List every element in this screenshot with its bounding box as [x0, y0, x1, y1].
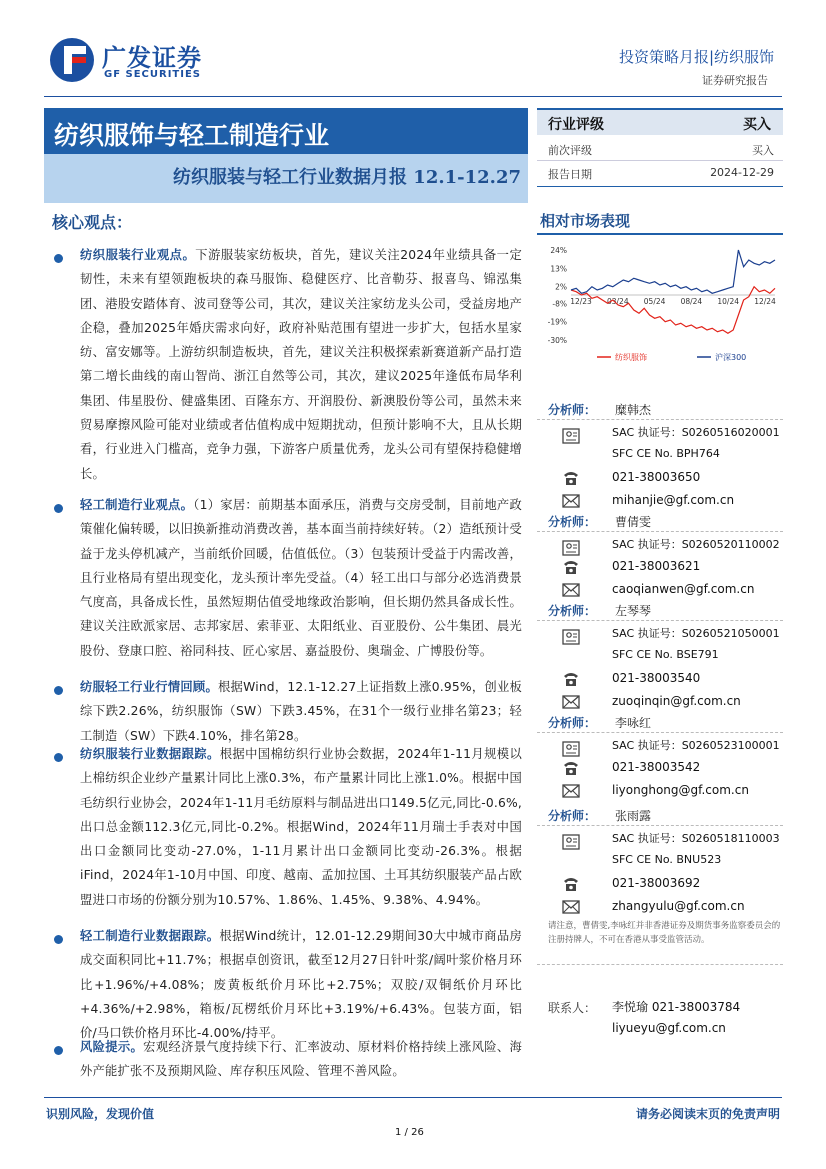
prev-rating-value: 买入 [752, 144, 774, 157]
analyst-sac: SAC 执证号：S0260520110002 [612, 538, 780, 551]
analyst-name: 张雨露 [615, 809, 652, 823]
market-title: 相对市场表现 [540, 212, 631, 230]
rating-bottom-line [537, 186, 783, 187]
bullet-icon [54, 504, 63, 513]
legend-label: 沪深300 [715, 353, 747, 362]
y-tick-label: -19% [547, 317, 567, 327]
light-industry-view-paragraph [80, 493, 522, 677]
analyst-sac: SAC 执证号：S0260516020001 [612, 426, 780, 439]
analyst-label: 分析师： [548, 604, 597, 618]
phone-icon [562, 876, 580, 892]
light-industry-view-title: 轻工制造行业观点。 [80, 498, 194, 512]
phone-icon [562, 671, 580, 687]
market-title-underline [537, 233, 783, 235]
credential-icon [562, 629, 580, 645]
textile-data-title: 纺织服装行业数据跟踪。 [80, 747, 220, 761]
analyst-sac: SAC 执证号：S0260521050001 [612, 627, 780, 640]
gf-logo-icon [50, 38, 94, 82]
email-icon [562, 493, 580, 509]
analyst-phone: 021-38003692 [612, 876, 701, 890]
textile-view-title: 纺织服装行业观点。 [80, 248, 196, 262]
legend-label: 纺织服饰 [615, 353, 647, 362]
analyst-phone: 021-38003621 [612, 559, 701, 573]
report-date-label: 报告日期 [548, 168, 592, 181]
y-tick-label: 2% [555, 282, 567, 292]
credential-icon [562, 540, 580, 556]
x-tick-label: 10/24 [717, 297, 740, 306]
email-icon [562, 783, 580, 799]
light-data-title: 轻工制造行业数据跟踪。 [80, 929, 220, 943]
logo-en-text: GF SECURITIES [104, 69, 202, 80]
analyst-sac: SAC 执证号：S0260523100001 [612, 739, 780, 752]
rating-divider [537, 160, 783, 161]
x-tick-label: 03/24 [606, 297, 629, 306]
analyst-email[interactable]: mihanjie@gf.com.cn [612, 493, 735, 507]
header-divider [44, 96, 782, 97]
credential-icon [562, 834, 580, 850]
analyst-label: 分析师： [548, 403, 597, 417]
risk-paragraph [80, 1035, 522, 1085]
contact-label: 联系人： [548, 1001, 597, 1015]
logo-cn-text: 广发证券 [102, 44, 202, 72]
textile-data-body: 根据中国棉纺织行业协会数据，2024年1-11月规模以上棉纺织企业纱产量累计同比上涨0.3%，布产量累计同比上涨1.0%。根据中国毛纺织行业协会，2024年1-11月毛纺原料与制品进出口149.5亿元,同比-0.6%,出口总金额112.3亿元,同比-0.2%。根据Wind，2024年11月瑞士手表对中国出口金额同比变动-27.0%，1-11月累计出口金额同比变动-26.3%。根据iFind，2024年1-10月中国、印度、越南、孟加拉国、土耳其纺织服装产品占欧盟进口市场的份额分别为10.57%、1.86%、1.45%、9.38%、4.94%。 [80, 747, 522, 907]
light-data-body: 根据Wind统计，12.01-12.29期间30大中城市商品房成交面积同比+11.7%；根据卓创资讯，截至12月27日针叶浆/阔叶浆价格月环比+1.96%/+4.08%；废黄板纸价月环比+2.75%；双胶/双铜纸价月环比+4.36%/+2.98%，箱板/瓦楞纸价月环比+3.19%/+6.43%。包装方面，铝价/马口铁价格月环比-4.00%/持平。 [80, 929, 522, 1041]
y-tick-label: 24% [550, 246, 567, 255]
x-tick-label: 12/24 [754, 297, 776, 306]
analyst-sfc: SFC CE No. BNU523 [612, 853, 722, 866]
analyst-phone: 021-38003542 [612, 760, 701, 774]
y-tick-label: -30% [547, 336, 567, 345]
credential-icon [562, 428, 580, 444]
series-line [571, 287, 775, 334]
email-icon [562, 694, 580, 710]
analyst-sac: SAC 执证号：S0260518110003 [612, 832, 780, 845]
x-tick-label: 05/24 [643, 297, 666, 306]
report-category: 证券研究报告 [702, 74, 768, 87]
analyst-phone: 021-38003650 [612, 470, 701, 484]
bullet-icon [54, 935, 63, 944]
analyst-sfc: SFC CE No. BSE791 [612, 648, 719, 661]
analyst-label: 分析师： [548, 515, 597, 529]
analyst-email[interactable]: zuoqinqin@gf.com.cn [612, 694, 741, 708]
x-tick-label: 08/24 [680, 297, 703, 306]
report-type: 投资策略月报|纺织服饰 [618, 48, 774, 66]
credential-icon [562, 741, 580, 757]
light-industry-view-body: （1）家居：前期基本面承压，消费与交房受制，目前地产政策催化偏转暖，以旧换新推动消费改善，基本面当前持续好转。（2）造纸预计受益于龙头停机减产，当前纸价回暖，估值低位。（3）包装预计受益于内需改善，且行业格局有望出现变化，龙头预计率先受益。（4）轻工出口与部分必选消费景气度高，具备成长性，虽然短期估值受地缘政治影响，但长期仍然具备成长性。建议关注欧派家居、志邦家居、索菲亚、太阳纸业、百亚股份、公牛集团、晨光股份、登康口腔、裕同科技、匠心家居、嘉益股份、奥瑞金、广博股份等。 [80, 498, 522, 658]
series-line [571, 250, 775, 293]
textile-data-paragraph [80, 742, 522, 924]
analyst-divider [537, 732, 783, 733]
market-review-body: 根据Wind，12.1-12.27上证指数上涨0.95%，创业板综下跌2.26%，纺织服饰（SW）下跌3.45%，在31个一级行业排名第23；轻工制造（SW）下跌4.10%，排名第28。 [80, 680, 523, 743]
y-tick-label: 13% [550, 264, 567, 274]
analyst-divider [537, 531, 783, 532]
contact-name-phone: 李悦瑜 021-38003784 [612, 1000, 741, 1014]
relative-performance-chart [537, 240, 783, 370]
analyst-name: 曹倩雯 [615, 515, 652, 529]
footer-divider [44, 1097, 782, 1098]
analyst-divider [537, 419, 783, 420]
contact-email: liyueyu@gf.com.cn [612, 1021, 726, 1035]
prev-rating-label: 前次评级 [548, 144, 592, 157]
bullet-icon [54, 753, 63, 762]
analyst-phone: 021-38003540 [612, 671, 701, 685]
analyst-name: 糜韩杰 [615, 403, 652, 417]
report-subtitle: 纺织服装与轻工行业数据月报 12.1-12.27 [173, 167, 521, 188]
report-title: 纺织服饰与轻工制造行业 [54, 121, 330, 150]
risk-body: 宏观经济景气度持续下行、汇率波动、原材料价格持续上涨风险、海外产能扩张不及预期风险、库存积压风险、管理不善风险。 [80, 1040, 522, 1079]
x-tick-label: 12/23 [570, 297, 592, 306]
bullet-icon [54, 254, 63, 263]
analyst-divider [537, 825, 783, 826]
phone-icon [562, 559, 580, 575]
y-tick-label: -8% [552, 299, 567, 309]
analyst-sfc: SFC CE No. BPH764 [612, 447, 720, 460]
report-date-value: 2024-12-29 [710, 166, 774, 179]
analyst-email[interactable]: zhangyulu@gf.com.cn [612, 899, 745, 913]
bullet-icon [54, 686, 63, 695]
footer-disclaimer: 请务必阅读末页的免责声明 [635, 1107, 780, 1121]
core-heading: 核心观点： [52, 213, 133, 232]
phone-icon [562, 470, 580, 486]
analyst-label: 分析师： [548, 809, 597, 823]
note-divider [537, 964, 783, 965]
rating-label: 行业评级 [548, 117, 604, 133]
analyst-label: 分析师： [548, 716, 597, 730]
rating-value: 买入 [743, 117, 771, 133]
market-review-paragraph [80, 675, 522, 749]
textile-view-paragraph [80, 243, 522, 487]
footer-slogan: 识别风险，发现价值 [46, 1107, 155, 1121]
analyst-note: 请注意，曹倩雯,李咏红并非香港证券及期货事务监察委员会的注册持牌人，不可在香港从事受监管活动。 [548, 921, 781, 945]
analyst-email[interactable]: caoqianwen@gf.com.cn [612, 582, 755, 596]
analyst-email[interactable]: liyonghong@gf.com.cn [612, 783, 749, 797]
analyst-divider [537, 620, 783, 621]
page-number: 1 / 26 [395, 1127, 424, 1138]
analyst-name: 李咏红 [615, 716, 652, 730]
email-icon [562, 582, 580, 598]
market-review-title: 纺服轻工行业行情回顾。 [80, 680, 219, 694]
bullet-icon [54, 1046, 63, 1055]
phone-icon [562, 760, 580, 776]
company-logo [50, 38, 220, 88]
email-icon [562, 899, 580, 915]
risk-title: 风险提示。 [80, 1040, 144, 1054]
textile-view-body: 下游服装家纺板块，首先，建议关注2024年业绩具备一定韧性，未来有望领跑板块的森马服饰、稳健医疗、比音勒芬、报喜鸟、锦泓集团、港股安踏体育、波司登等公司，其次，建议关注家纺龙头公司，受益房地产企稳，叠加2025年婚庆需求向好，政府补贴范围有望进一步扩大，包括水星家纺、富安娜等。上游纺织制造板块，首先，建议关注积极探索新赛道新产品打造第二增长曲线的南山智尚、浙江自然等公司，其次，建议2025年逢低布局华利集团、伟星股份、健盛集团、百隆东方、开润股份、新澳股份等公司，虽然未来贸易摩擦风险可能对业绩或者估值构成中短期扰动，但预计影响不大，且从长期看，行业进入门槛高，竞争力强，下游客户质量优秀，龙头公司有望保持稳健增长。 [80, 248, 522, 481]
analyst-name: 左琴琴 [615, 604, 652, 618]
light-data-paragraph [80, 924, 522, 1042]
